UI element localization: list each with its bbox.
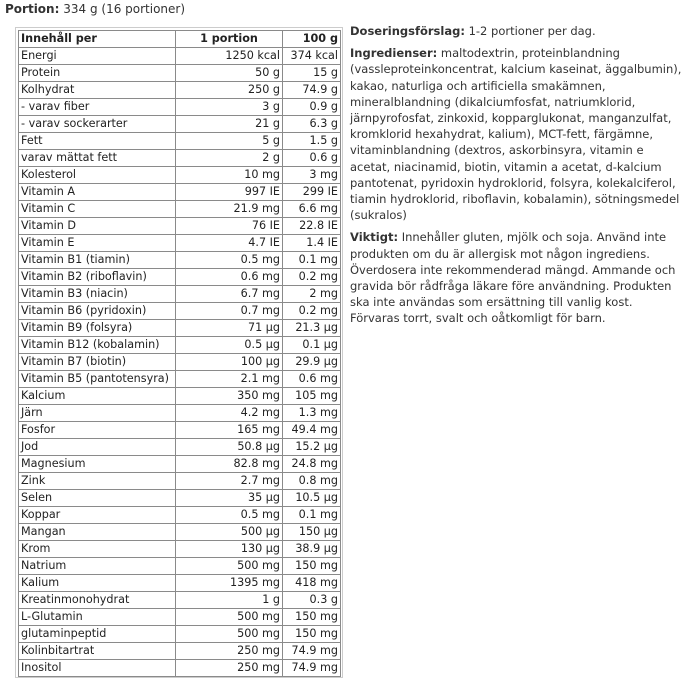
table-row [19,184,341,201]
nutrient-name-cell: Natrium [19,558,176,575]
warning-paragraph [350,229,682,326]
table-row [19,524,341,541]
per-100g-cell: 2 mg [283,286,341,303]
ingredients-paragraph [350,45,682,223]
table-row [19,541,341,558]
per-portion-cell: 50 g [176,65,283,82]
per-100g-cell: 74.9 mg [283,660,341,677]
per-100g-cell: 374 kcal [283,48,341,65]
table-row [19,320,341,337]
nutrient-name-cell: Vitamin B2 (riboflavin) [19,269,176,286]
nutrient-name-cell: Vitamin A [19,184,176,201]
per-100g-cell: 0.2 mg [283,269,341,286]
per-100g-cell: 74.9 mg [283,643,341,660]
per-100g-cell: 15.2 µg [283,439,341,456]
table-row [19,507,341,524]
per-100g-cell: 0.6 g [283,150,341,167]
nutrient-name-cell: Kalcium [19,388,176,405]
per-portion-cell: 3 g [176,99,283,116]
table-row [19,235,341,252]
per-100g-cell: 22.8 IE [283,218,341,235]
nutrient-name-cell: Magnesium [19,456,176,473]
per-100g-cell: 0.1 µg [283,337,341,354]
table-row [19,439,341,456]
table-row [19,133,341,150]
per-100g-cell: 1.4 IE [283,235,341,252]
table-row [19,643,341,660]
nutrient-name-cell: Vitamin B5 (pantotensyra) [19,371,176,388]
per-portion-cell: 1250 kcal [176,48,283,65]
table-header-row [19,31,341,48]
per-100g-cell: 6.3 g [283,116,341,133]
per-portion-cell: 0.7 mg [176,303,283,320]
nutrient-name-cell: Krom [19,541,176,558]
table-row [19,388,341,405]
nutrient-name-cell: Vitamin D [19,218,176,235]
table-row [19,660,341,677]
per-portion-cell: 71 µg [176,320,283,337]
table-row [19,303,341,320]
per-portion-cell: 500 µg [176,524,283,541]
nutrient-name-cell: Vitamin B3 (niacin) [19,286,176,303]
table-row [19,252,341,269]
nutrient-name-cell: Vitamin B7 (biotin) [19,354,176,371]
nutrient-name-cell: Zink [19,473,176,490]
table-row [19,150,341,167]
table-row [19,167,341,184]
nutrition-table-body [19,48,341,677]
per-portion-cell: 997 IE [176,184,283,201]
per-100g-cell: 105 mg [283,388,341,405]
table-row [19,82,341,99]
per-portion-cell: 6.7 mg [176,286,283,303]
per-100g-cell: 74.9 g [283,82,341,99]
nutrient-name-cell: Vitamin B6 (pyridoxin) [19,303,176,320]
nutrient-name-cell: Inositol [19,660,176,677]
per-portion-cell: 500 mg [176,626,283,643]
nutrient-name-cell: varav mättat fett [19,150,176,167]
table-row [19,116,341,133]
nutrient-name-cell: Mangan [19,524,176,541]
per-portion-cell: 4.2 mg [176,405,283,422]
per-100g-cell: 0.6 mg [283,371,341,388]
per-portion-cell: 250 mg [176,660,283,677]
per-100g-cell: 150 mg [283,626,341,643]
per-portion-cell: 35 µg [176,490,283,507]
per-portion-cell: 1 g [176,592,283,609]
per-100g-cell: 0.8 mg [283,473,341,490]
per-100g-cell: 6.6 mg [283,201,341,218]
per-100g-cell: 15 g [283,65,341,82]
per-portion-cell: 21 g [176,116,283,133]
nutrient-name-cell: Kolesterol [19,167,176,184]
per-portion-cell: 250 mg [176,643,283,660]
per-100g-cell: 3 mg [283,167,341,184]
per-100g-cell: 10.5 µg [283,490,341,507]
nutrient-name-cell: Vitamin C [19,201,176,218]
per-100g-cell: 1.3 mg [283,405,341,422]
table-row [19,626,341,643]
nutrient-name-cell: Vitamin B12 (kobalamin) [19,337,176,354]
table-row [19,354,341,371]
portion-label: Portion: [5,2,60,16]
per-portion-cell: 4.7 IE [176,235,283,252]
per-portion-cell: 2 g [176,150,283,167]
nutrient-name-cell: Fosfor [19,422,176,439]
nutrient-name-cell: Järn [19,405,176,422]
per-100g-cell: 21.3 µg [283,320,341,337]
per-portion-cell: 0.5 mg [176,507,283,524]
per-100g-cell: 0.9 g [283,99,341,116]
per-100g-cell: 150 µg [283,524,341,541]
dosage-label: Doseringsförslag: [350,24,465,38]
nutrient-name-cell: Vitamin E [19,235,176,252]
nutrition-table [18,30,341,677]
table-row [19,286,341,303]
table-row [19,456,341,473]
product-info [350,23,682,333]
warning-text: Innehåller gluten, mjölk och soja. Använd inte produkten om du är allergisk mot någon ingrediens. Överdosera inte rekommenderad mängd. Ammande och gravida bör rådfråga läkare före användning. Produkten ska inte användas som ersättning till vanlig kost. Förvaras torrt, svalt och oåtkomligt för barn. [350,230,676,326]
ingredients-text: maltodextrin, proteinblandning (vassleproteinkoncentrat, kalcium kaseinat, äggalbumin), kakao, naturliga och artificiella smakämnen, mineralblandning (dikalciumfosfat, natriumklorid, järnpyrofosfat, zinkoxid, kopparglukonat, manganzulfat, kromklorid hexahydrat, kalium), MCT-fett, färgämne, vitaminblandning (dextros, askorbinsyra, vitamin e acetat, niacinamid, biotin, vitamin a acetat, d-kalcium pantotenat, pyridoxin hydroklorid, folsyra, kolekalciferol, tiamin hydroklorid, riboflavin, kobalamin), sötningsmedel (sukralos) [350,46,682,223]
per-100g-cell: 418 mg [283,575,341,592]
table-row [19,337,341,354]
per-100g-cell: 1.5 g [283,133,341,150]
table-row [19,48,341,65]
per-100g-cell: 0.1 mg [283,507,341,524]
per-portion-cell: 2.7 mg [176,473,283,490]
per-100g-cell: 29.9 µg [283,354,341,371]
nutrient-name-cell: - varav sockerarter [19,116,176,133]
nutrient-name-cell: Fett [19,133,176,150]
nutrient-name-cell: glutaminpeptid [19,626,176,643]
per-portion-cell: 500 mg [176,609,283,626]
per-portion-cell: 21.9 mg [176,201,283,218]
table-row [19,422,341,439]
table-row [19,201,341,218]
per-portion-cell: 130 µg [176,541,283,558]
per-100g-cell: 299 IE [283,184,341,201]
per-portion-cell: 76 IE [176,218,283,235]
table-row [19,490,341,507]
per-portion-cell: 2.1 mg [176,371,283,388]
nutrient-name-cell: Koppar [19,507,176,524]
per-portion-cell: 165 mg [176,422,283,439]
table-row [19,405,341,422]
per-100g-cell: 150 mg [283,558,341,575]
per-100g-cell: 150 mg [283,609,341,626]
table-row [19,592,341,609]
nutrient-name-cell: Kolhydrat [19,82,176,99]
nutrient-name-cell: Jod [19,439,176,456]
nutrient-name-cell: Kolinbitartrat [19,643,176,660]
dosage-paragraph [350,23,682,39]
per-portion-cell: 100 µg [176,354,283,371]
per-portion-cell: 350 mg [176,388,283,405]
nutrient-name-cell: Vitamin B9 (folsyra) [19,320,176,337]
nutrition-table-frame [15,27,343,678]
table-row [19,609,341,626]
table-row [19,269,341,286]
table-row [19,371,341,388]
per-portion-cell: 0.5 µg [176,337,283,354]
nutrient-name-cell: Kreatinmonohydrat [19,592,176,609]
per-portion-cell: 500 mg [176,558,283,575]
table-row [19,473,341,490]
per-portion-cell: 82.8 mg [176,456,283,473]
table-row [19,558,341,575]
per-portion-cell: 0.6 mg [176,269,283,286]
portion-line [5,2,185,17]
per-100g-cell: 24.8 mg [283,456,341,473]
table-row [19,218,341,235]
per-portion-cell: 1395 mg [176,575,283,592]
nutrient-name-cell: L-Glutamin [19,609,176,626]
nutrient-name-cell: Protein [19,65,176,82]
nutrient-name-cell: Selen [19,490,176,507]
header-per-portion: 1 portion [176,31,283,48]
per-portion-cell: 10 mg [176,167,283,184]
warning-label: Viktigt: [350,230,399,245]
per-100g-cell: 49.4 mg [283,422,341,439]
table-row [19,65,341,82]
per-100g-cell: 0.1 mg [283,252,341,269]
table-row [19,99,341,116]
per-100g-cell: 0.3 g [283,592,341,609]
portion-value: 334 g (16 portioner) [63,2,186,16]
nutrient-name-cell: - varav fiber [19,99,176,116]
header-per-100g: 100 g [283,31,341,48]
ingredients-label: Ingredienser: [350,46,438,61]
per-100g-cell: 0.2 mg [283,303,341,320]
table-row [19,575,341,592]
per-portion-cell: 0.5 mg [176,252,283,269]
per-100g-cell: 38.9 µg [283,541,341,558]
nutrient-name-cell: Energi [19,48,176,65]
nutrient-name-cell: Vitamin B1 (tiamin) [19,252,176,269]
header-content-per: Innehåll per [19,31,176,48]
per-portion-cell: 50.8 µg [176,439,283,456]
per-portion-cell: 250 g [176,82,283,99]
per-portion-cell: 5 g [176,133,283,150]
nutrient-name-cell: Kalium [19,575,176,592]
dosage-text: 1-2 portioner per dag. [464,24,596,38]
